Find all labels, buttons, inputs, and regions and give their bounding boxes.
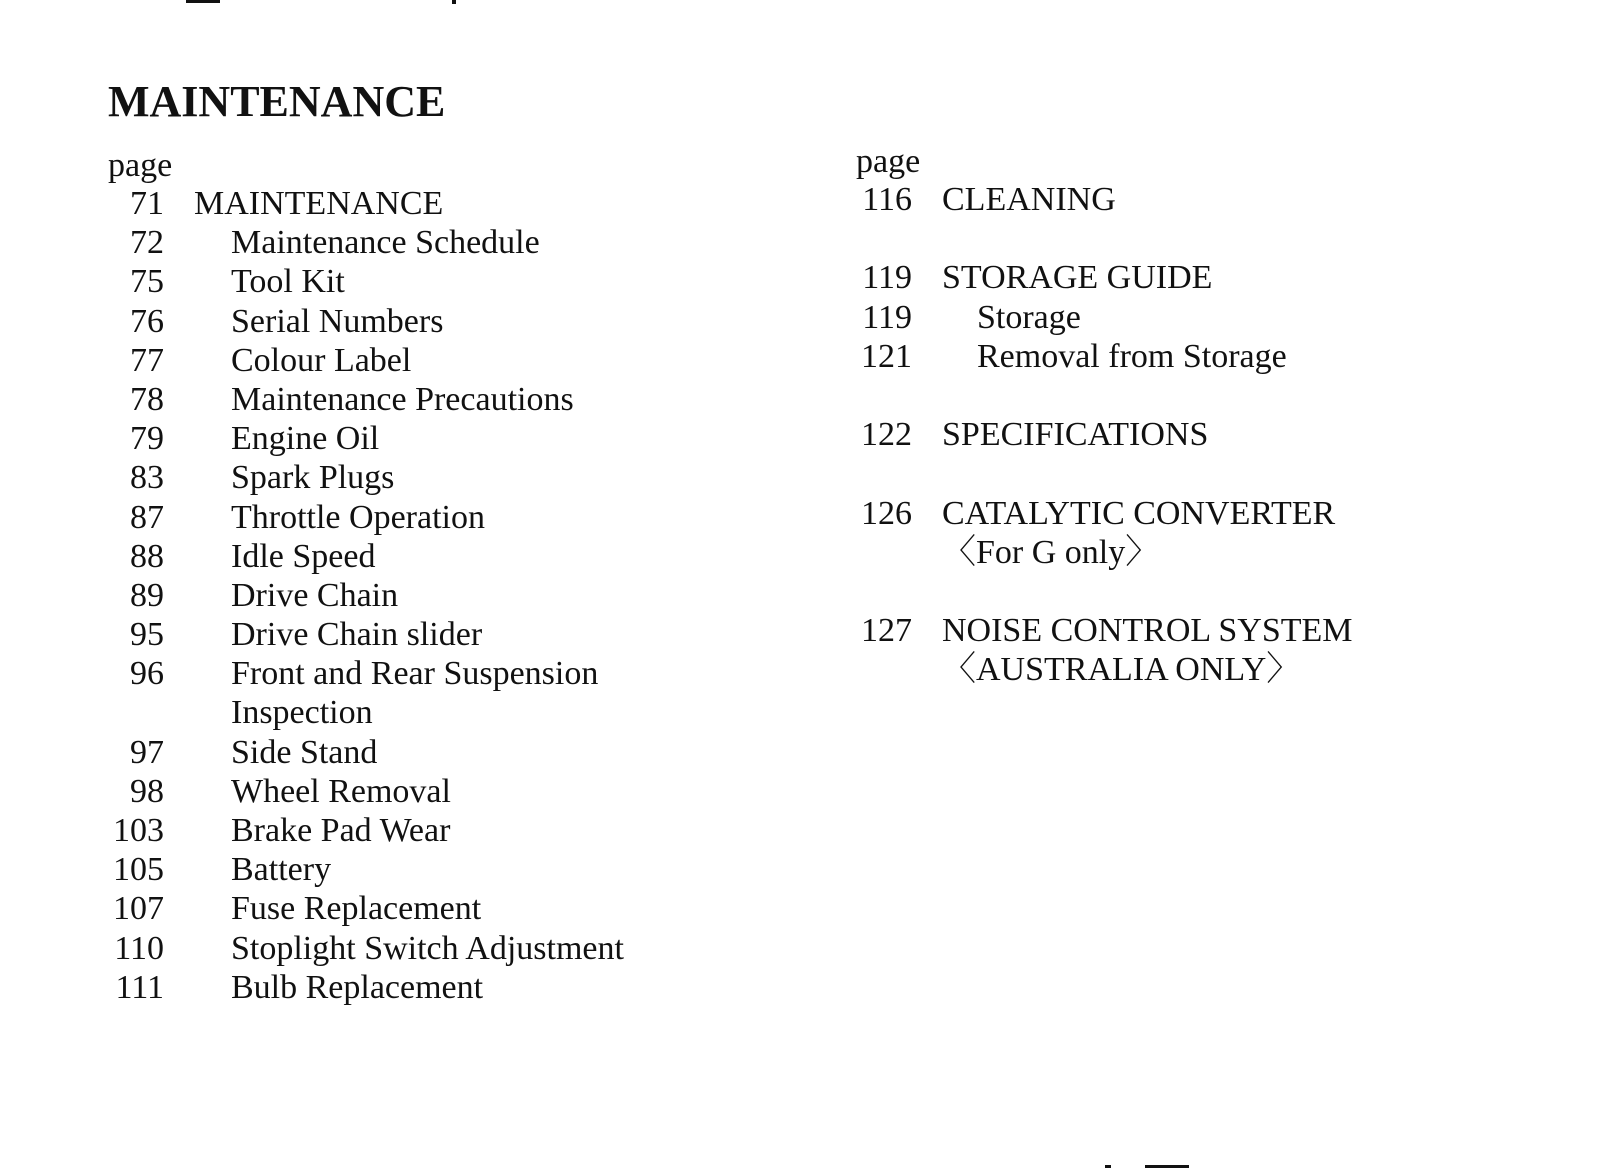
toc-list bbox=[108, 185, 624, 1008]
toc-page-number: 78 bbox=[130, 380, 164, 418]
toc-page-number: 126 bbox=[861, 494, 912, 532]
toc-right-column bbox=[856, 143, 1353, 690]
toc-spacer bbox=[856, 220, 1353, 259]
toc-page-number: 127 bbox=[861, 612, 912, 650]
toc-entry[interactable] bbox=[108, 224, 624, 263]
toc-entry[interactable] bbox=[856, 612, 1353, 651]
toc-entry-title: Inspection bbox=[231, 694, 373, 732]
toc-entry[interactable] bbox=[108, 773, 624, 812]
toc-entry-title: Wheel Removal bbox=[231, 772, 451, 810]
toc-entry[interactable] bbox=[108, 812, 624, 851]
toc-entry[interactable] bbox=[856, 416, 1353, 455]
toc-entry[interactable] bbox=[108, 420, 624, 459]
toc-entry[interactable] bbox=[108, 381, 624, 420]
toc-page-number: 97 bbox=[130, 733, 164, 771]
toc-entry[interactable] bbox=[108, 851, 624, 890]
toc-page-number: 103 bbox=[113, 812, 164, 849]
toc-page-number: 87 bbox=[130, 498, 164, 536]
toc-page-number: 89 bbox=[130, 576, 164, 614]
toc-entry[interactable] bbox=[856, 651, 1353, 690]
toc-entry-title: Side Stand bbox=[231, 733, 378, 771]
toc-spacer bbox=[856, 455, 1353, 494]
toc-entry-title: Maintenance Schedule bbox=[231, 224, 540, 262]
toc-entry[interactable] bbox=[108, 538, 624, 577]
toc-entry[interactable] bbox=[108, 694, 624, 733]
toc-entry[interactable] bbox=[856, 299, 1353, 338]
toc-page-number: 96 bbox=[130, 655, 164, 693]
toc-page-number: 83 bbox=[130, 459, 164, 497]
toc-entry-title: Stoplight Switch Adjustment bbox=[231, 929, 624, 967]
toc-entry-title: Colour Label bbox=[231, 341, 412, 379]
page-column-label: page bbox=[856, 143, 921, 180]
toc-page-number: 77 bbox=[130, 341, 164, 379]
toc-entry[interactable] bbox=[108, 185, 624, 224]
toc-page-number: 107 bbox=[113, 890, 164, 928]
toc-entry[interactable] bbox=[108, 655, 624, 694]
toc-entry-title: Idle Speed bbox=[231, 537, 376, 575]
toc-entry-title: Brake Pad Wear bbox=[231, 812, 451, 849]
toc-entry-title: Drive Chain slider bbox=[231, 616, 483, 654]
toc-entry-title: STORAGE GUIDE bbox=[942, 259, 1213, 297]
toc-entry-title: 〈For G only〉 bbox=[942, 533, 1160, 571]
toc-entry[interactable] bbox=[108, 303, 624, 342]
toc-entry-title: Bulb Replacement bbox=[231, 968, 484, 1006]
page-title: MAINTENANCE bbox=[108, 77, 446, 126]
toc-entry-title: Spark Plugs bbox=[231, 459, 395, 497]
toc-spacer bbox=[856, 573, 1353, 612]
toc-page-number: 119 bbox=[862, 259, 912, 297]
toc-entry[interactable] bbox=[108, 577, 624, 616]
page-column-label: page bbox=[108, 147, 173, 184]
toc-page-number: 76 bbox=[130, 302, 164, 340]
toc-entry-title: Fuse Replacement bbox=[231, 890, 482, 928]
toc-entry[interactable] bbox=[108, 499, 624, 538]
toc-entry[interactable] bbox=[856, 259, 1353, 298]
toc-left-column bbox=[108, 147, 624, 1008]
toc-entry-title: Tool Kit bbox=[231, 263, 345, 301]
toc-entry-title: Drive Chain bbox=[231, 576, 399, 614]
toc-page-number: 116 bbox=[862, 181, 912, 218]
toc-page-number: 98 bbox=[130, 772, 164, 810]
toc-page-number: 79 bbox=[130, 420, 164, 458]
toc-entry[interactable] bbox=[108, 930, 624, 969]
toc-page-number: 105 bbox=[113, 851, 164, 889]
toc-entry-title: CATALYTIC CONVERTER bbox=[942, 494, 1336, 532]
toc-entry[interactable] bbox=[108, 342, 624, 381]
toc-page-number: 71 bbox=[130, 185, 164, 222]
toc-page-number: 88 bbox=[130, 537, 164, 575]
toc-entry-title: Battery bbox=[231, 851, 332, 889]
toc-entry[interactable] bbox=[108, 459, 624, 498]
toc-entry-title: Front and Rear Suspension bbox=[231, 655, 599, 693]
toc-entry-title: 〈AUSTRALIA ONLY〉 bbox=[942, 651, 1301, 689]
toc-entry-title: SPECIFICATIONS bbox=[942, 416, 1209, 454]
toc-entry-title: NOISE CONTROL SYSTEM bbox=[942, 612, 1353, 650]
toc-list bbox=[856, 181, 1353, 690]
toc-page-number: 111 bbox=[115, 968, 164, 1006]
toc-entry[interactable] bbox=[108, 969, 624, 1008]
toc-entry-title: Removal from Storage bbox=[977, 337, 1287, 375]
top-edge-mark bbox=[452, 0, 456, 4]
toc-entry-title: Throttle Operation bbox=[231, 498, 485, 536]
toc-entry[interactable] bbox=[856, 338, 1353, 377]
toc-page-number: 72 bbox=[130, 224, 164, 262]
toc-entry-title: Storage bbox=[977, 298, 1081, 336]
toc-entry[interactable] bbox=[108, 616, 624, 655]
toc-page-number: 75 bbox=[130, 263, 164, 301]
top-edge-mark bbox=[186, 0, 220, 3]
toc-page-number: 95 bbox=[130, 616, 164, 654]
toc-entry[interactable] bbox=[856, 534, 1353, 573]
toc-page-number: 122 bbox=[861, 416, 912, 454]
toc-spacer bbox=[856, 377, 1353, 416]
toc-entry[interactable] bbox=[856, 181, 1353, 220]
toc-entry[interactable] bbox=[108, 734, 624, 773]
toc-entry-title: MAINTENANCE bbox=[194, 185, 444, 222]
toc-entry-title: Serial Numbers bbox=[231, 302, 444, 340]
toc-page-number: 121 bbox=[861, 337, 912, 375]
toc-entry-title: Engine Oil bbox=[231, 420, 380, 458]
toc-entry[interactable] bbox=[108, 263, 624, 302]
toc-entry[interactable] bbox=[108, 890, 624, 929]
toc-page-number: 110 bbox=[114, 929, 164, 967]
toc-entry-title: Maintenance Precautions bbox=[231, 380, 574, 418]
toc-entry[interactable] bbox=[856, 495, 1353, 534]
toc-page-number: 119 bbox=[862, 298, 912, 336]
toc-entry-title: CLEANING bbox=[942, 181, 1116, 218]
